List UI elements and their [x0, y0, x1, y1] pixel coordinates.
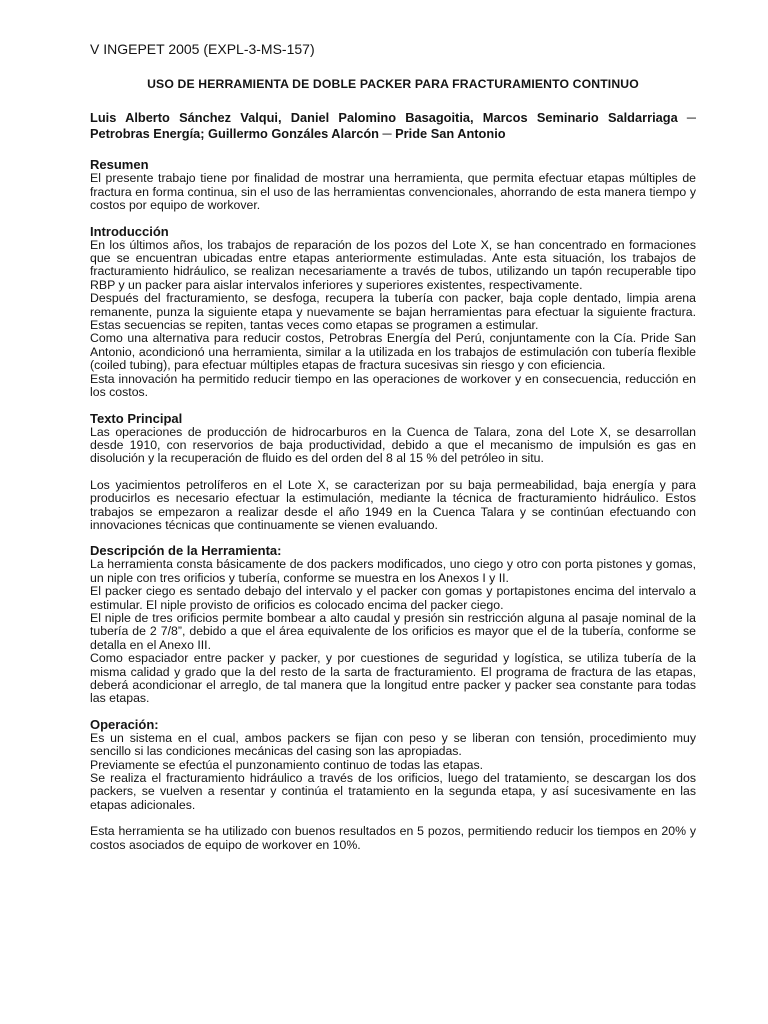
- paragraph: Esta herramienta se ha utilizado con buenos resultados en 5 pozos, permitiendo reducir los tiempos en 20% y costos asociados de equipo de workover en 10%.: [90, 824, 696, 852]
- section-descripcion: [90, 543, 696, 705]
- section-heading: Introducción: [90, 223, 169, 239]
- section-introduccion: [90, 224, 696, 400]
- section-heading: Descripción de la Herramienta:: [90, 543, 282, 559]
- paragraph: Previamente se efectúa el punzonamiento continuo de todas las etapas.: [90, 757, 484, 772]
- paragraph: Como espaciador entre packer y packer, y por cuestiones de seguridad y logística, se utiliza tubería de la misma calidad y grado que la del resto de la sarta de fracturamiento. El programa de fractura de las etapas, deberá acondicionar el arreglo, de tal manera que la longitud entre packer y packer sea constante para todas las etapas.: [90, 651, 696, 706]
- paragraph: Es un sistema en el cual, ambos packers se fijan con peso y se liberan con tensión, procedimiento muy sencillo si las condiciones mecánicas del casing son las apropiadas.: [90, 730, 696, 759]
- paragraph: Como una alternativa para reducir costos, Petrobras Energía del Perú, conjuntamente con la Cía. Pride San Antonio, acondicionó una herramienta, similar a la utilizada en los trabajos de estimulación con tubería flexible (coiled tubing), para efectuar múltiples etapas de fractura sucesivas sin riesgo y con eficiencia.: [90, 331, 696, 373]
- section-heading: Resumen: [90, 157, 149, 173]
- section-resumen: [90, 157, 696, 212]
- paragraph: Los yacimientos petrolíferos en el Lote X, se caracterizan por su baja permeabilidad, baja energía y para producirlos es necesario efectuar la estimulación, mediante la técnica de fracturamiento hidráulico. Estos trabajos se empezaron a realizar desde el año 1949 en la Cuenca Talara y se continúan efectuando con innovaciones técnicas que continuamente se vienen evaluando.: [90, 477, 696, 532]
- paper-title: USO DE HERRAMIENTA DE DOBLE PACKER PARA FRACTURAMIENTO CONTINUO: [147, 77, 639, 91]
- paragraph: Las operaciones de producción de hidrocarburos en la Cuenca de Talara, zona del Lote X, se desarrollan desde 1910, con reservorios de baja productividad, debido a que el mecanismo de impulsión es gas en disolución y la recuperación de fluido es del orden del 8 al 15 % del petróleo in situ.: [90, 424, 696, 466]
- paragraph: Después del fracturamiento, se desfoga, recupera la tubería con packer, baja cople dentado, limpia arena remanente, punza la siguiente etapa y nuevamente se bajan herramientas para efectuar la siguiente fractura. Estas secuencias se repiten, tantas veces como etapas se programen a estimular.: [90, 291, 696, 333]
- section-texto-principal: [90, 411, 696, 533]
- section-operacion: [90, 717, 696, 852]
- paragraph: El packer ciego es sentado debajo del intervalo y el packer con gomas y portapistones encima del intervalo a estimular. El niple provisto de orificios es colocado encima del packer ciego.: [90, 584, 696, 612]
- paragraph: Esta innovación ha permitido reducir tiempo en las operaciones de workover y en consecuencia, reducción en los costos.: [90, 371, 696, 400]
- paragraph: El presente trabajo tiene por finalidad de mostrar una herramienta, que permita efectuar etapas múltiples de fractura en forma continua, sin el uso de las herramientas convencionales, ahorrando de esta manera tiempo y costos por equipo de workover.: [90, 171, 696, 213]
- conference-code: V INGEPET 2005 (EXPL-3-MS-157): [90, 41, 315, 57]
- section-heading: Operación:: [90, 716, 159, 732]
- author-list: Luis Alberto Sánchez Valqui, Daniel Palomino Basagoitia, Marcos Seminario Saldarriaga ─ Petrobras Energía; Guillermo Gonzáles Alarcón ─ Pride San Antonio: [90, 110, 696, 142]
- section-heading: Texto Principal: [90, 410, 183, 426]
- paragraph: La herramienta consta básicamente de dos packers modificados, uno ciego y otro con porta pistones y gomas, un niple con tres orificios y tubería, conforme se muestra en los Anexos I y II.: [90, 557, 696, 585]
- paragraph: Se realiza el fracturamiento hidráulico a través de los orificios, luego del tratamiento, se descargan los dos packers, se vuelven a resentar y continúa el tratamiento en la segunda etapa, y así sucesivamente en las etapas adicionales.: [90, 771, 696, 812]
- paragraph: En los últimos años, los trabajos de reparación de los pozos del Lote X, se han concentrado en formaciones que se encuentran ubicadas entre etapas anteriormente estimuladas. Ante esta situación, los trabajos de fracturamiento hidráulico, se realizan necesariamente a través de tubos, utilizando un tapón recuperable tipo RBP y un packer para aislar intervalos inferiores y superiores existentes, respectivamente.: [90, 237, 696, 292]
- paragraph: El niple de tres orificios permite bombear a alto caudal y presión sin restricción alguna al pasaje nominal de la tubería de 2 7/8”, debido a que el área equivalente de los orificios es mayor que el de la tubería, conforme se detalla en el Anexo III.: [90, 610, 696, 652]
